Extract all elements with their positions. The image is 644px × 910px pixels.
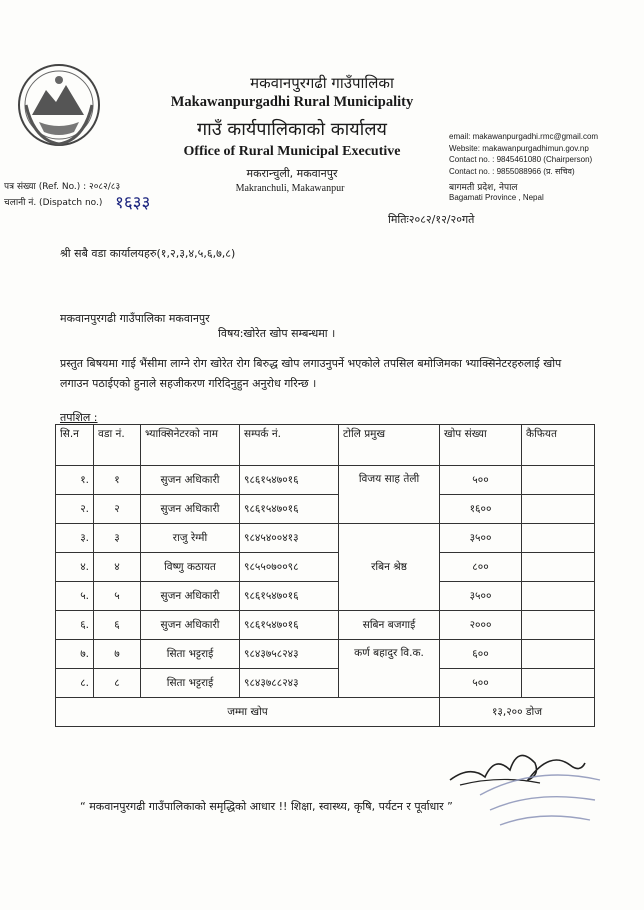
vaccination-table <box>55 424 595 727</box>
office-name-np: मकवानपुरगढी गाउँपालिका <box>250 74 394 92</box>
contact-number-2: Contact no. : 9855088966 (प्र. सचिव) <box>449 167 575 176</box>
footer-slogan: “ मकवानपुरगढी गाउँपालिकाको समृद्धिको आधार !! शिक्षा, स्वास्थ्य, कृषि, पर्यटन र पूर्वाधार ” <box>80 800 453 813</box>
cell-remark <box>522 466 595 495</box>
cell-team-lead: कर्ण बहादुर वि.क. <box>339 640 440 698</box>
table-row <box>56 640 595 669</box>
cell-remark <box>522 669 595 698</box>
sender: मकवानपुरगढी गाउँपालिका मकवानपुर <box>60 312 210 325</box>
cell-remark <box>522 553 595 582</box>
cell-doses: ५०० <box>440 669 522 698</box>
stamp-icon <box>475 765 605 835</box>
recipient: श्री सबै वडा कार्यालयहरु(१,२,३,४,५,६,७,८) <box>60 247 236 260</box>
cell-ward: १ <box>94 466 141 495</box>
cell-remark <box>522 524 595 553</box>
table-row <box>56 582 595 611</box>
province-np: बागमती प्रदेश, नेपाल <box>449 183 518 193</box>
cell-ward: ८ <box>94 669 141 698</box>
executive-office-en: Office of Rural Municipal Executive <box>183 144 401 159</box>
letter-body: प्रस्तुत बिषयमा गाई भैंसीमा लाग्ने रोग खोरेत रोग बिरुद्ध खोप लगाउनुपर्ने भएकोले तपसिल बमोजिमका भ्याक्सिनेटरहरुलाई खोप लगाउन पठाईएको हुनाले सहजीकरण गरिदिनुहुन अनुरोध गरिन्छ । <box>60 357 562 390</box>
cell-sn: ५. <box>56 582 94 611</box>
cell-sn: ६. <box>56 611 94 640</box>
cell-name: सुजन अधिकारी <box>141 582 240 611</box>
cell-phone: ९८५५०७००९८ <box>240 553 339 582</box>
cell-ward: ३ <box>94 524 141 553</box>
executive-office-np: गाउँ कार्यपालिकाको कार्यालय <box>197 119 387 140</box>
table-header-row <box>56 425 595 466</box>
table-row <box>56 524 595 553</box>
col-remarks: कैफियत <box>522 425 595 466</box>
office-name-en: Makawanpurgadhi Rural Municipality <box>170 94 414 110</box>
cell-phone: ९८६१५४७०१६ <box>240 582 339 611</box>
cell-sn: ४. <box>56 553 94 582</box>
cell-doses: ३५०० <box>440 582 522 611</box>
cell-ward: २ <box>94 495 141 524</box>
cell-doses: १६०० <box>440 495 522 524</box>
cell-phone: ९८४३७८८२४३ <box>240 669 339 698</box>
cell-phone: ९८६१५४७०१६ <box>240 611 339 640</box>
cell-ward: ६ <box>94 611 141 640</box>
cell-name: विष्णु कठायत <box>141 553 240 582</box>
cell-team-lead: विजय साह तेली <box>339 466 440 524</box>
cell-name: सुजन अधिकारी <box>141 495 240 524</box>
cell-name: सिता भट्टराई <box>141 640 240 669</box>
col-team-lead: टोलि प्रमुख <box>339 425 440 466</box>
dispatch-label: चलानी नं. (Dispatch no.) <box>4 198 103 208</box>
address-np: मकरान्चुली, मकवानपुर <box>246 167 338 180</box>
col-vaccinator: भ्याक्सिनेटरको नाम <box>141 425 240 466</box>
table-row <box>56 553 595 582</box>
total-label: जम्मा खोप <box>56 698 440 727</box>
cell-name: सिता भट्टराई <box>141 669 240 698</box>
cell-name: राजु रेग्मी <box>141 524 240 553</box>
address-en: Makranchuli, Makawanpur <box>235 183 345 194</box>
cell-remark <box>522 495 595 524</box>
col-ward: वडा नं. <box>94 425 141 466</box>
cell-doses: ८०० <box>440 553 522 582</box>
letter-date: मितिः२०८२/१२/२०गते <box>388 213 475 226</box>
table-row <box>56 466 595 495</box>
cell-sn: १. <box>56 466 94 495</box>
cell-name: सुजन अधिकारी <box>141 466 240 495</box>
cell-doses: ३५०० <box>440 524 522 553</box>
contact-website: Website: makawanpurgadhimun.gov.np <box>449 144 589 153</box>
table-row <box>56 669 595 698</box>
cell-doses: २००० <box>440 611 522 640</box>
cell-team-lead: रबिन श्रेष्ठ <box>339 524 440 611</box>
table-row <box>56 611 595 640</box>
col-contact: सम्पर्क नं. <box>240 425 339 466</box>
reference-number: पत्र संख्या (Ref. No.) : २०८२/८३ <box>4 182 121 192</box>
cell-remark <box>522 582 595 611</box>
cell-ward: ५ <box>94 582 141 611</box>
details-label: तपशिल : <box>60 411 98 424</box>
cell-ward: ७ <box>94 640 141 669</box>
cell-doses: ५०० <box>440 466 522 495</box>
cell-sn: ८. <box>56 669 94 698</box>
contact-number-1: Contact no. : 9845461080 (Chairperson) <box>449 155 593 164</box>
table-row <box>56 495 595 524</box>
col-sn: सि.न <box>56 425 94 466</box>
cell-team-lead: सबिन बजगाई <box>339 611 440 640</box>
subject: विषय:खोरेत खोप सम्बन्धमा । <box>218 327 336 340</box>
cell-name: सुजन अधिकारी <box>141 611 240 640</box>
province-en: Bagamati Province , Nepal <box>449 193 544 202</box>
cell-phone: ९८६१५४७०१६ <box>240 495 339 524</box>
cell-remark <box>522 640 595 669</box>
table-total-row <box>56 698 595 727</box>
total-value: १३,२०० डोज <box>440 698 595 727</box>
dispatch-number: १६३३ <box>115 193 151 213</box>
cell-doses: ६०० <box>440 640 522 669</box>
cell-phone: ९८४३७५८२४३ <box>240 640 339 669</box>
cell-phone: ९८४५४००४१३ <box>240 524 339 553</box>
cell-ward: ४ <box>94 553 141 582</box>
cell-sn: ३. <box>56 524 94 553</box>
cell-phone: ९८६१५४७०१६ <box>240 466 339 495</box>
cell-sn: ७. <box>56 640 94 669</box>
contact-email: email: makawanpurgadhi.rmc@gmail.com <box>449 132 599 141</box>
cell-sn: २. <box>56 495 94 524</box>
cell-remark <box>522 611 595 640</box>
col-doses: खोप संख्या <box>440 425 522 466</box>
